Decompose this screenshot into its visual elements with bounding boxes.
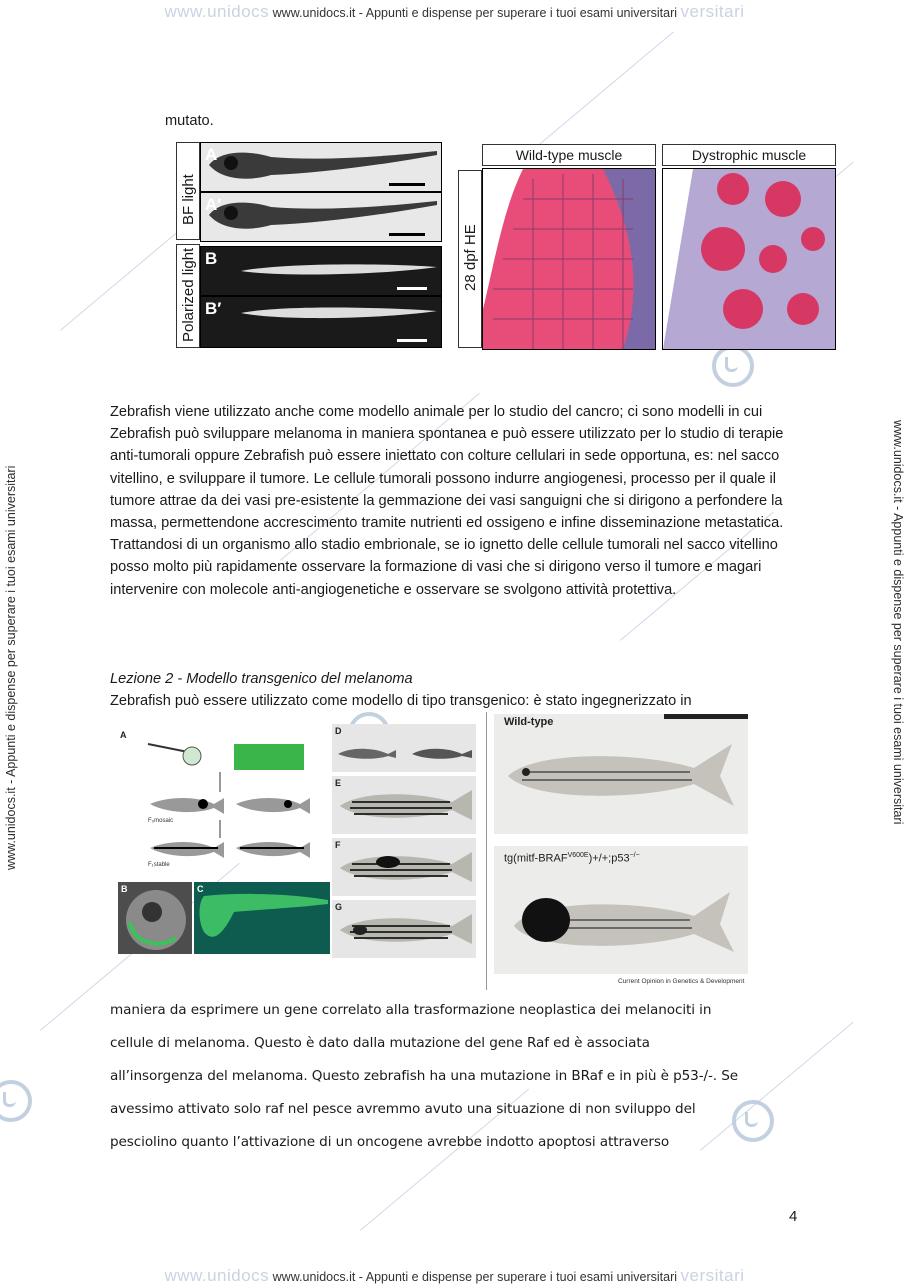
panel-c-letter: C: [489, 175, 502, 194]
f0-mosaic-label: F₀mosaic: [148, 818, 174, 824]
striped-fish-image: [332, 838, 476, 896]
paragraph-line: all’insorgenza del melanoma. Questo zebrafish ha una mutazione in BRaf e in più è p53-/-. Se: [110, 1068, 739, 1084]
panel-b-image: [118, 882, 192, 954]
header-watermark: [0, 2, 909, 22]
panel-c-image: [482, 168, 656, 350]
fluorescent-larva-image: [194, 882, 330, 954]
panel-c-letter: C: [197, 884, 204, 894]
transgenic-label-sup2: −/−: [629, 852, 640, 859]
panel-c2-image: [662, 168, 836, 350]
dpf-label: 28 dpf HE: [462, 224, 479, 291]
panel-b2-image: [200, 296, 442, 348]
left-side-watermark: [4, 466, 18, 870]
melanoma-fish-image: [494, 846, 748, 974]
footer-watermark: [0, 1266, 909, 1286]
panel-c-image: [194, 882, 330, 954]
panel-b-image: [200, 246, 442, 296]
page-number: 4: [789, 1208, 798, 1225]
watermark-side-text: www.unidocs.it - Appunti e dispense per superare i tuoi esami universitari: [4, 465, 18, 870]
watermark-side-text: www.unidocs.it - Appunti e dispense per superare i tuoi esami universitari: [891, 420, 905, 825]
figure-1: [176, 140, 838, 350]
paragraph-line: pesciolino quanto l’attivazione di un oncogene avrebbe indotto apoptosi attraverso: [110, 1134, 670, 1150]
right-side-watermark: [891, 420, 905, 824]
paragraph-line: avessimo attivato solo raf nel pesce avremmo avuto una situazione di non sviluppo del: [110, 1101, 696, 1117]
f1-stable-label: F₁stable: [148, 862, 170, 868]
paragraph-line: cellule di melanoma. Questo è dato dalla mutazione del gene Raf ed è associata: [110, 1035, 650, 1051]
transgenic-label-sup: V600E: [567, 852, 589, 859]
watermark-ghost-left: www.unidocs: [164, 2, 270, 21]
panel-a-image: [200, 142, 442, 192]
panel-a2-image: [200, 192, 442, 242]
scale-bar: [397, 339, 427, 342]
panel-c2-letter: C′: [669, 175, 686, 194]
striped-fish-image: [332, 776, 476, 834]
small-fish-image: [332, 724, 476, 772]
unidocs-logo-icon: [0, 1080, 32, 1122]
scale-bar: [389, 183, 425, 186]
scale-bar: [664, 714, 748, 719]
panel-b-letter: B: [205, 249, 218, 268]
intro-word: mutato.: [165, 113, 214, 129]
panel-e-letter: E: [335, 778, 342, 788]
panel-d-letter: D: [335, 726, 342, 736]
unidocs-logo-icon: [712, 345, 754, 387]
paragraph-line: maniera da esprimere un gene correlato alla trasformazione neoplastica dei melanociti in: [110, 1002, 712, 1018]
figure-credit: Current Opinion in Genetics & Development: [618, 978, 745, 985]
watermark-ghost-right: versitari: [680, 2, 745, 21]
transgenic-label-rest: )+/+;p53: [588, 852, 630, 865]
striped-fish-image: [332, 900, 476, 958]
panel-a2-letter: A′: [205, 195, 222, 214]
paragraph-cancer-model: Zebrafish viene utilizzato anche come modello animale per lo studio del cancro; ci sono modelli in cui Zebrafish può sviluppare melanoma in maniera spontanea e può essere utilizzato per lo studio di terapie anti-tumorali oppure Zebrafish può essere iniettato con colture cellulari in sede opportuna, es: nel sacco vitellino, e sviluppare il tumore. Le cellule tumorali possono indurre angiogenesi, processo per il quale il tumore attrae da dei vasi pre-esistente la gemmazione dei vasi sanguigni che si dirigono a perfondere la massa, permettendone accrescimento tramite nutrienti ed ossigeno e infine disseminazione metastatica. Trattandosi di un organismo allo stadio embrionale, se io ignetto delle cellule tumorali nel sacco vitellino posso molto più rapidamente osservare la formazione di vasi che si dirigono verso il tumore e magari intervenire con molecole anti-angiogenetiche e osservare se svolgono attività protettiva.: [110, 404, 784, 598]
wild-type-fish-image: [494, 714, 748, 834]
dystrophic-title: Dystrophic muscle: [662, 144, 836, 166]
transgenic-label-main: tg(mitf-BRAF: [504, 852, 568, 865]
panel-g-image: [332, 900, 476, 958]
dpf-label-box: [458, 170, 482, 348]
scale-bar: [397, 287, 427, 290]
panel-a-letter: A: [205, 145, 218, 164]
embryo-image: [118, 882, 192, 954]
transgenic-photo: [494, 846, 748, 974]
polarized-light-label: Polarized light: [180, 247, 197, 342]
histology-dystrophic: [663, 169, 835, 349]
panel-b2-letter: B′: [205, 299, 222, 318]
figure-divider: [486, 712, 487, 990]
lesson-title: Lezione 2 - Modello transgenico del melanoma: [110, 671, 413, 687]
transgenesis-schema: [128, 722, 328, 862]
panel-f-image: [332, 838, 476, 896]
panel-g-letter: G: [335, 902, 343, 912]
paragraph-braf: [110, 994, 830, 1159]
bf-light-label: BF light: [180, 174, 197, 225]
bf-light-label-box: [176, 142, 200, 240]
panel-d-image: [332, 724, 476, 772]
panel-f-letter: F: [335, 840, 341, 850]
panel-e-image: [332, 776, 476, 834]
wild-type-photo: [494, 714, 748, 834]
wild-type-title: Wild-type muscle: [482, 144, 656, 166]
wild-type-label: Wild-type: [504, 716, 554, 728]
transgenic-label: [504, 852, 640, 865]
histology-wild-type: [483, 169, 655, 349]
watermark-center-text: www.unidocs.it - Appunti e dispense per superare i tuoi esami universitari: [272, 1270, 678, 1284]
watermark-ghost-left: www.unidocs: [164, 1266, 270, 1285]
paragraph-transgenic: Zebrafish può essere utilizzato come modello di tipo transgenico: è stato ingegnerizzato in: [110, 693, 692, 709]
figure-2: [118, 712, 758, 990]
scale-bar: [389, 233, 425, 236]
panel-b-letter: B: [121, 884, 128, 894]
polarized-light-label-box: [176, 244, 200, 348]
watermark-ghost-right: versitari: [680, 1266, 745, 1285]
watermark-center-text: www.unidocs.it - Appunti e dispense per superare i tuoi esami universitari: [272, 6, 678, 20]
panel-a-letter: A: [120, 730, 127, 740]
